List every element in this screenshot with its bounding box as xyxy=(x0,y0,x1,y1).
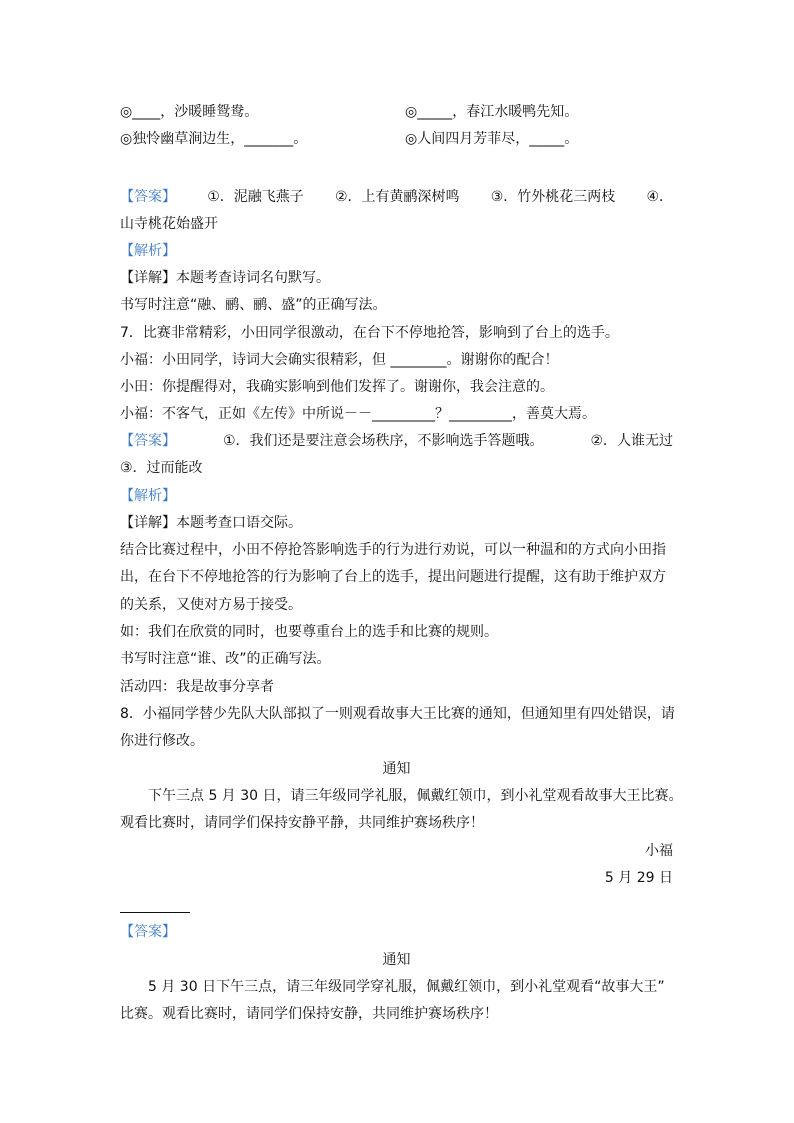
poem-row1-left: ◎____，沙暖睡鸳鸯。 xyxy=(120,104,259,120)
answer-notice-body-1: 5 月 30 日下午三点，请三年级同学穿礼服，佩戴红领巾，到小礼堂观看“故事大王” xyxy=(148,979,665,995)
answer-item: ①．我们还是要注意会场秩序，不影响选手答题哦。 xyxy=(222,433,544,449)
poem-row1-right: ◎_____，春江水暖鸭先知。 xyxy=(405,104,579,120)
q8-question-2: 你进行修改。 xyxy=(120,733,204,749)
q7-para-3: 的关系，又使对方易于接受。 xyxy=(120,597,302,613)
answer-item: ②．上有黄鹂深树鸣 xyxy=(334,189,460,205)
answer-blank-line xyxy=(120,912,190,913)
answer-notice-body-2: 比赛。观看比赛时，请同学们保持安静，共同维护赛场秩序！ xyxy=(120,1006,498,1022)
q7-answer-continuation: ③．过而能改 xyxy=(120,460,203,476)
answer-item: ②．人谁无过 xyxy=(590,433,673,449)
answer-item: ①．泥融飞燕子 xyxy=(207,189,304,205)
notice-title: 通知 xyxy=(382,761,411,777)
answer-tag: 【答案】 xyxy=(120,924,176,940)
notice-body-1: 下午三点 5 月 30 日，请三年级同学礼服，佩戴红领巾，到小礼堂观看故事大王比赛。 xyxy=(148,788,683,804)
notice-signature: 小福 xyxy=(645,843,673,859)
analysis-tag: 【解析】 xyxy=(120,243,176,259)
q7-dialogue-3: 小福：不客气，正如《左传》中所说－－_________？_________，善莫大焉。 xyxy=(120,406,596,422)
q7-para-1: 结合比赛过程中，小田不停抢答影响选手的行为进行劝说，可以一种温和的方式向小田指 xyxy=(120,542,666,558)
q8-question-1: 8．小福同学替少先队大队部拟了一则观看故事大王比赛的通知，但通知里有四处错误，请 xyxy=(120,706,675,722)
notice-date: 5 月 29 日 xyxy=(604,870,673,886)
answer-item: ③．竹外桃花三两枝 xyxy=(490,189,616,205)
q7-question: 7．比赛非常精彩，小田同学很激动，在台下不停地抢答，影响到了台上的选手。 xyxy=(120,325,619,341)
answer-item: ④． xyxy=(646,189,673,205)
q7-dialogue-1: 小福：小田同学，诗词大会确实很精彩，但 ________。谢谢你的配合！ xyxy=(120,352,559,368)
poem-row2-right: ◎人间四月芳菲尽，_____。 xyxy=(405,131,579,147)
answer-tag: 【答案】 xyxy=(120,189,176,205)
q7-answer-row xyxy=(120,431,673,451)
q7-dialogue-2: 小田：你提醒得对，我确实影响到他们发挥了。谢谢你，我会注意的。 xyxy=(120,379,554,395)
q7-detail: 【详解】本题考查口语交际。 xyxy=(120,515,302,531)
q6-detail: 【详解】本题考查诗词名句默写。 xyxy=(120,270,330,286)
answer-tag: 【答案】 xyxy=(120,433,176,449)
analysis-tag: 【解析】 xyxy=(120,488,176,504)
q7-para-2: 出，在台下不停地抢答的行为影响了台上的选手，提出问题进行提醒，这有助于维护双方 xyxy=(120,569,666,585)
notice-body-2: 观看比赛时，请同学们保持安静平静，共同维护赛场秩序！ xyxy=(120,815,484,831)
q6-note: 书写时注意“融、鹂、鹂、盛”的正确写法。 xyxy=(120,297,387,313)
answer-notice-title: 通知 xyxy=(382,952,411,968)
activity-heading: 活动四：我是故事分享者 xyxy=(120,679,274,695)
poem-row2-left: ◎独怜幽草涧边生，_______。 xyxy=(120,131,308,147)
q6-answer-row xyxy=(120,187,673,207)
q7-example: 如：我们在欣赏的同时，也要尊重台上的选手和比赛的规则。 xyxy=(120,624,498,640)
q7-note: 书写时注意“谁、改”的正确写法。 xyxy=(120,651,331,667)
q6-answer-continuation: 山寺桃花始盛开 xyxy=(120,216,218,232)
